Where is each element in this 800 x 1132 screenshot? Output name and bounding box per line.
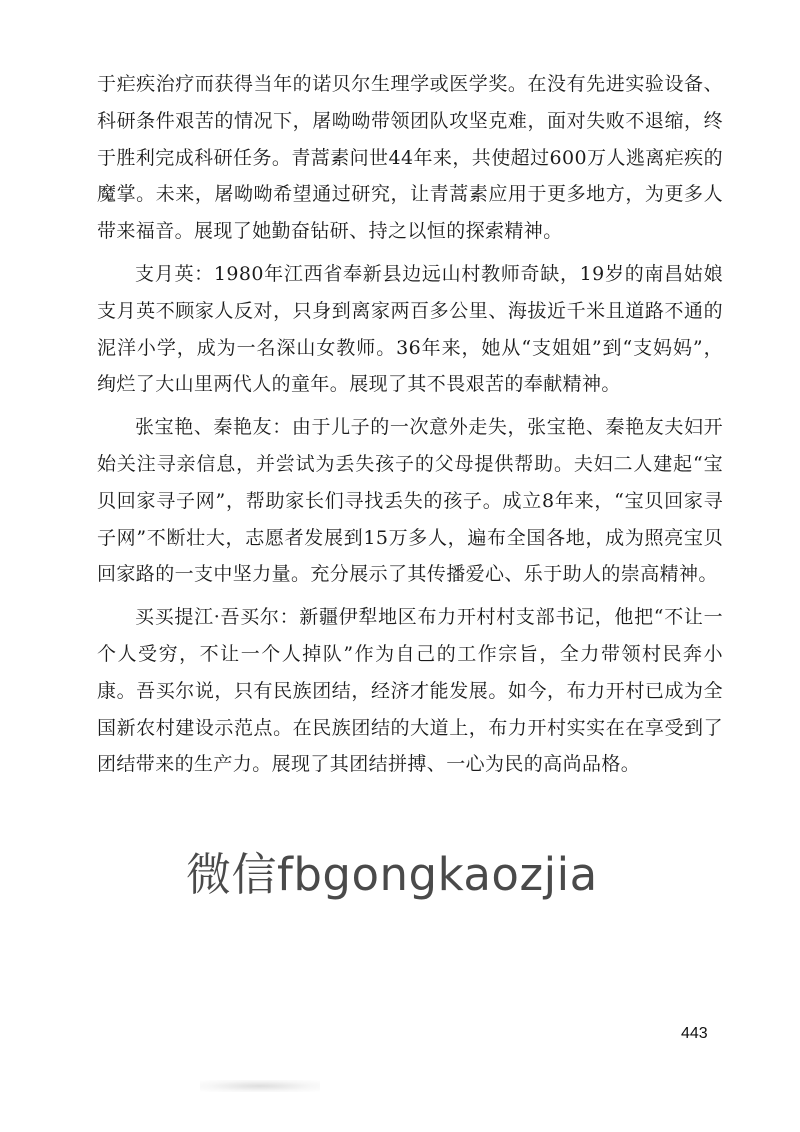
body-text [97, 66, 723, 783]
scan-artifact [200, 1080, 320, 1092]
watermark-text: 微信fbgongkaozjia [186, 848, 598, 901]
paragraph-zhi-yueying: 支月英：1980年江西省奉新县边远山村教师奇缺，19岁的南昌姑娘支月英不顾家人反对，只身到离家两百多公里、海拔近千米且道路不通的泥洋小学，成为一名深山女教师。36年来，她从“支姐姐”到“支妈妈”，绚烂了大山里两代人的童年。展现了其不畏艰苦的奉献精神。 [97, 262, 723, 396]
paragraph-maimaiti: 买买提江·吾买尔：新疆伊犁地区布力开村村支部书记，他把“不让一个人受穷，不让一个人掉队”作为自己的工作宗旨，全力带领村民奔小康。吾买尔说，只有民族团结，经济才能发展。如今，布力开村已成为全国新农村建设示范点。在民族团结的大道上，布力开村实实在在享受到了团结带来的生产力。展现了其团结拼搏、一心为民的高尚品格。 [97, 606, 723, 776]
paragraph-zhang-baoyan: 张宝艳、秦艳友：由于儿子的一次意外走失，张宝艳、秦艳友夫妇开始关注寻亲信息，并尝试为丢失孩子的父母提供帮助。夫妇二人建起“宝贝回家寻子网”，帮助家长们寻找丢失的孩子。成立8年来，“宝贝回家寻子网”不断壮大，志愿者发展到15万多人，遍布全国各地，成为照亮宝贝回家路的一支中坚力量。充分展示了其传播爱心、乐于助人的崇高精神。 [97, 416, 723, 586]
paragraph-tu-youyou: 于疟疾治疗而获得当年的诺贝尔生理学或医学奖。在没有先进实验设备、科研条件艰苦的情况下，屠呦呦带领团队攻坚克难，面对失败不退缩，终于胜利完成科研任务。青蒿素问世44年来，共使超过600万人逃离疟疾的魔掌。未来，屠呦呦希望通过研究，让青蒿素应用于更多地方，为更多人带来福音。展现了她勤奋钻研、持之以恒的探索精神。 [97, 73, 723, 243]
page-number: 443 [681, 1025, 708, 1042]
